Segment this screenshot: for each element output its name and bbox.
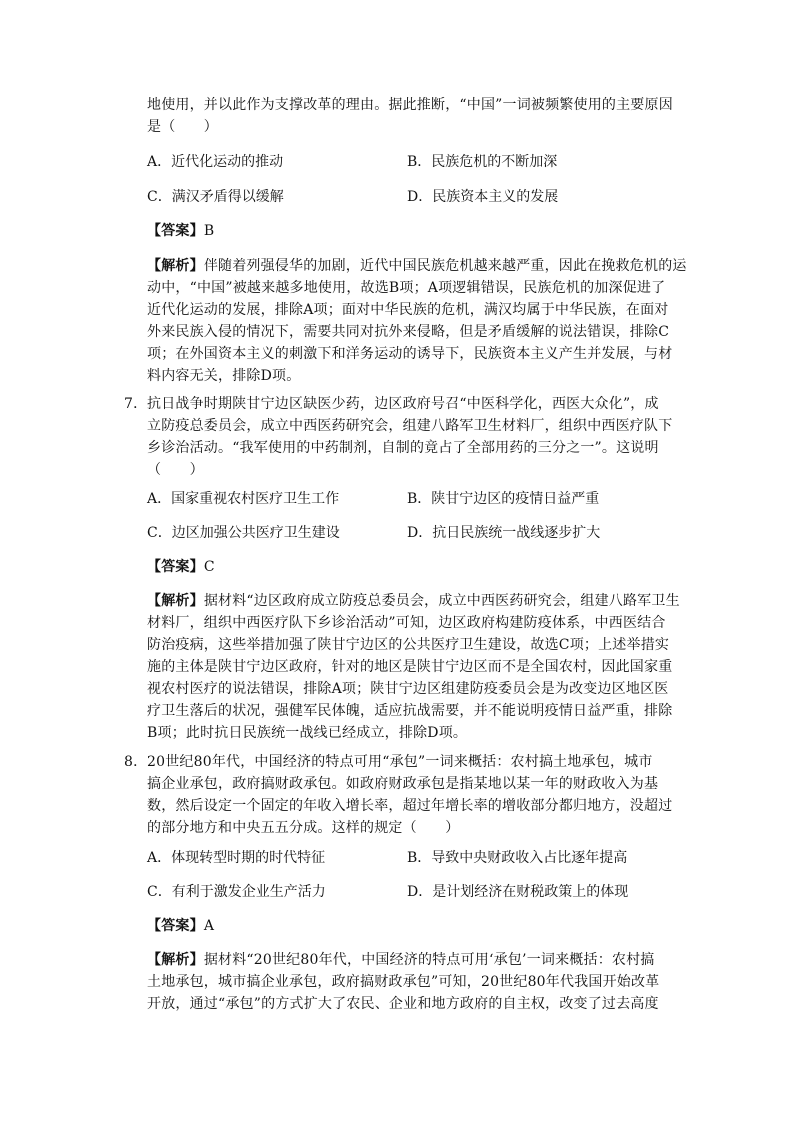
- q7-stem-line: 抗日战争时期陕甘宁边区缺医少药，边区政府号召“中医科学化，西医大众化”，成: [147, 396, 659, 412]
- q7-analysis-line: 施的主体是陕甘宁边区政府，针对的地区是陕甘宁边区而不是全国农村，因此国家重: [147, 659, 673, 675]
- q6-analysis-line: 料内容无关，排除D项。: [147, 368, 301, 384]
- answer-value: C: [203, 559, 215, 575]
- analysis-text: 据材料“20世纪80年代，中国经济的特点可用‘承包’一词来概括：农村搞: [203, 952, 655, 968]
- q7-stem-line: （ ）: [147, 462, 204, 478]
- q8-option-c: C．有利于激发企业生产活力: [147, 884, 326, 900]
- q6-analysis-line: 近代化运动的发展，排除A项；面对中华民族的危机，满汉均属于中华民族，在面对: [147, 302, 669, 318]
- q8-analysis-line: 开放，通过“承包”的方式扩大了农民、企业和地方政府的自主权，改变了过去高度: [147, 996, 659, 1012]
- q7-option-a: A．国家重视农村医疗卫生工作: [147, 491, 340, 507]
- q7-option-c: C．边区加强公共医疗卫生建设: [147, 525, 340, 541]
- analysis-tag: 【解析】: [147, 952, 204, 968]
- answer-tag: 【答案】: [147, 559, 204, 575]
- q7-option-d: D．抗日民族统一战线逐步扩大: [407, 525, 601, 541]
- answer-value: A: [203, 918, 215, 934]
- q8-option-d: D．是计划经济在财税政策上的体现: [407, 884, 629, 900]
- analysis-tag: 【解析】: [147, 593, 204, 609]
- analysis-text: 据材料“边区政府成立防疫总委员会，成立中西医药研究会，组建八路军卫生: [203, 593, 680, 609]
- q6-analysis-line: 动中，“中国”被越来越多地使用，故选B项；A项逻辑错误，民族危机的加深促进了: [147, 280, 666, 296]
- q6-analysis-line: 外来民族入侵的情况下，需要共同对抗外来侵略，但是矛盾缓解的说法错误，排除C: [147, 324, 670, 340]
- q8-number: 8．: [124, 754, 148, 770]
- q8-stem-line: 数，然后设定一个固定的年收入增长率，超过年增长率的增收部分都归地方，没超过: [147, 798, 673, 814]
- q7-number: 7．: [124, 396, 148, 412]
- q6-stem-line: 地使用，并以此作为支撑改革的理由。据此推断，“中国”一词被频繁使用的主要原因: [147, 97, 673, 113]
- q6-option-d: D．民族资本主义的发展: [407, 189, 559, 205]
- q6-option-c: C．满汉矛盾得以缓解: [147, 189, 284, 205]
- q7-stem-line: 乡诊治活动。“我军使用的中药制剂，自制的竟占了全部用药的三分之一”。这说明: [147, 440, 659, 456]
- q8-option-a: A．体现转型时期的时代特征: [147, 850, 326, 866]
- q6-analysis-line: [147, 256, 687, 276]
- q8-option-b: B．导致中央财政收入占比逐年提高: [407, 850, 628, 866]
- q7-analysis-line: 防治疫病，这些举措加强了陕甘宁边区的公共医疗卫生建设，故选C项；上述举措实: [147, 637, 670, 653]
- answer-value: B: [203, 223, 215, 239]
- q7-analysis-line: 视农村医疗的说法错误，排除A项；陕甘宁边区组建防疫委员会是为改变边区地区医: [147, 681, 669, 697]
- q7-answer: [147, 557, 215, 577]
- q8-analysis-line: [147, 950, 655, 970]
- q7-analysis-line: 疗卫生落后的状况，强健军民体魄，适应抗战需要，并不能说明疫情日益严重，排除: [147, 703, 673, 719]
- answer-tag: 【答案】: [147, 223, 204, 239]
- q7-analysis-line: [147, 591, 680, 611]
- q6-option-b: B．民族危机的不断加深: [407, 154, 558, 170]
- q6-answer: [147, 221, 214, 241]
- q8-stem-line: 搞企业承包，政府搞财政承包。如政府财政承包是指某地以某一年的财政收入为基: [147, 776, 659, 792]
- q6-stem-line: 是（ ）: [147, 119, 218, 135]
- q6-option-a: A．近代化运动的推动: [147, 154, 284, 170]
- q7-stem-line: 立防疫总委员会，成立中西医药研究会，组建八路军卫生材料厂，组织中西医疗队下: [147, 418, 673, 434]
- answer-tag: 【答案】: [147, 918, 204, 934]
- q7-analysis-line: B项；此时抗日民族统一战线已经成立，排除D项。: [147, 725, 468, 741]
- q7-analysis-line: 材料厂，组织中西医疗队下乡诊治活动”可知，边区政府构建防疫体系，中西医结合: [147, 615, 666, 631]
- analysis-tag: 【解析】: [147, 258, 204, 274]
- q7-option-b: B．陕甘宁边区的疫情日益严重: [407, 491, 600, 507]
- q6-analysis-line: 项；在外国资本主义的刺激下和洋务运动的诱导下，民族资本主义产生并发展，与材: [147, 346, 673, 362]
- q8-stem-line: 的部分地方和中央五五分成。这样的规定（ ）: [147, 820, 460, 836]
- q8-analysis-line: 土地承包，城市搞企业承包，政府搞财政承包”可知，20世纪80年代我国开始改革: [147, 974, 660, 990]
- analysis-text: 伴随着列强侵华的加剧，近代中国民族危机越来越严重，因此在挽救危机的运: [203, 258, 687, 274]
- q8-answer: [147, 916, 214, 936]
- q8-stem-line: 20世纪80年代，中国经济的特点可用“承包”一词来概括：农村搞土地承包，城市: [147, 754, 653, 770]
